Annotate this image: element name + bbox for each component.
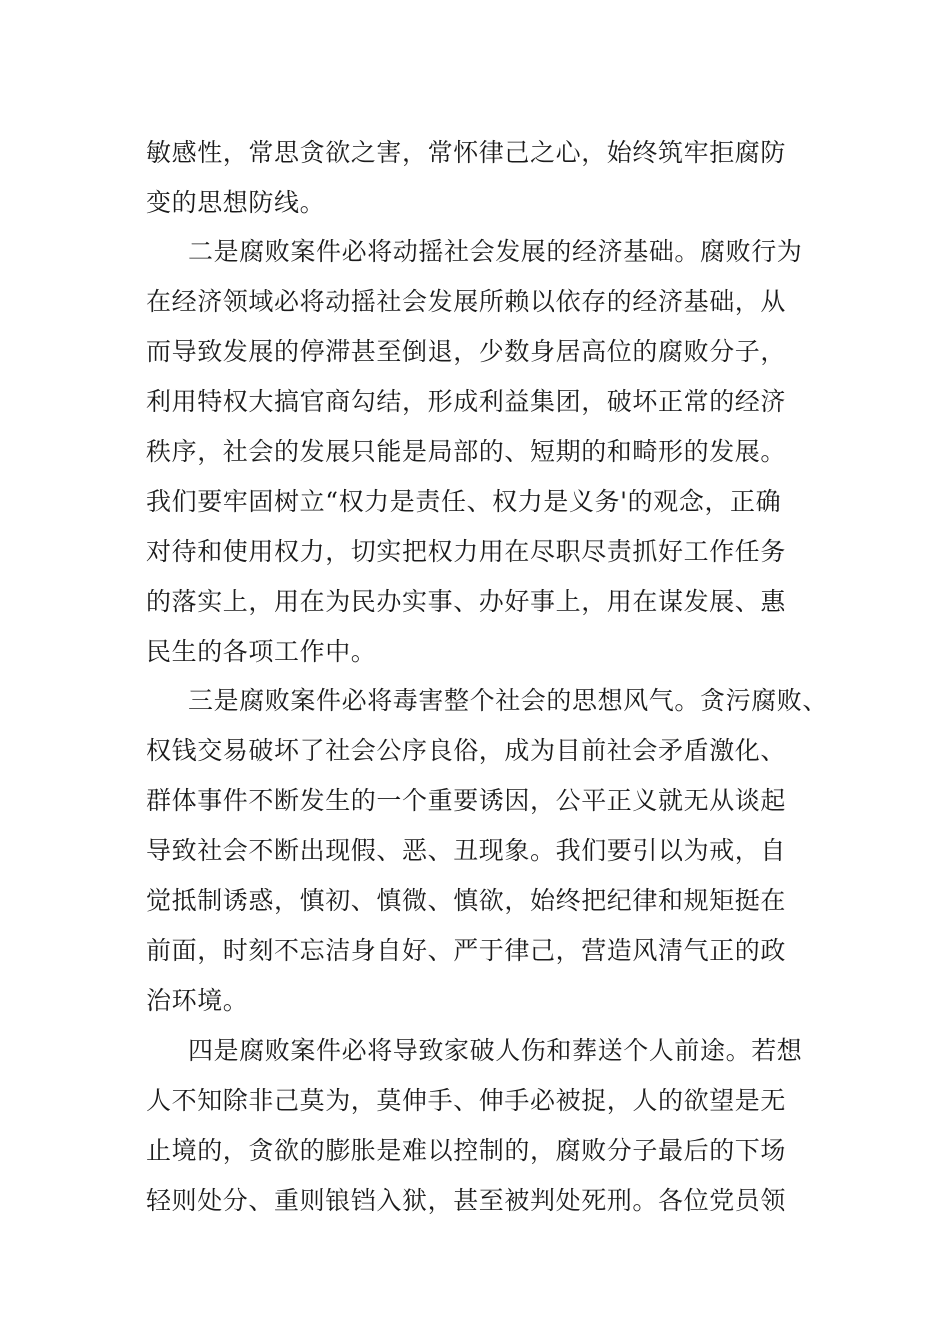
text-line: 在经济领域必将动摇社会发展所赖以依存的经济基础，从 [146,287,787,316]
text-line: 轻则处分、重则锒铛入狱，甚至被判处死刑。各位党员领 [146,1186,787,1215]
text-line: 变的思想防线。 [146,188,326,217]
text-line: 人不知除非己莫为，莫伸手、伸手必被捉，人的欲望是无 [146,1086,787,1115]
text-line: 觉抵制诱惑，慎初、慎微、慎欲，始终把纪律和规矩挺在 [146,886,787,915]
paragraph-start-line: 四是腐败案件必将导致家破人伤和葬送个人前途。若想 [188,1036,803,1065]
text-line: 导致社会不断出现假、恶、丑现象。我们要引以为戒，自 [146,836,787,865]
text-line: 权钱交易破坏了社会公序良俗，成为目前社会矛盾激化、 [146,736,787,765]
text-line: 的落实上，用在为民办实事、办好事上，用在谋发展、惠 [146,587,787,616]
paragraph-start-line: 二是腐败案件必将动摇社会发展的经济基础。腐败行为 [188,237,803,266]
text-line: 秩序，社会的发展只能是局部的、短期的和畸形的发展。 [146,437,787,466]
text-line: 止境的，贪欲的膨胀是难以控制的，腐败分子最后的下场 [146,1136,787,1165]
text-line: 敏感性，常思贪欲之害，常怀律己之心，始终筑牢拒腐防 [146,138,787,167]
text-line: 利用特权大搞官商勾结，形成利益集团，破坏正常的经济 [146,387,787,416]
text-line: 治环境。 [146,986,249,1015]
text-line: 而导致发展的停滞甚至倒退，少数身居高位的腐败分子， [146,337,787,366]
text-line: 我们要牢固树立“权力是责任、权力是义务'的观念，正确 [146,487,782,516]
paragraph-start-line: 三是腐败案件必将毒害整个社会的思想风气。贪污腐败、 [188,686,829,715]
text-line: 前面，时刻不忘洁身自好、严于律己，营造风清气正的政 [146,936,787,965]
text-line: 对待和使用权力，切实把权力用在尽职尽责抓好工作任务 [146,537,787,566]
text-line: 民生的各项工作中。 [146,637,377,666]
text-line: 群体事件不断发生的一个重要诱因，公平正义就无从谈起 [146,786,787,815]
